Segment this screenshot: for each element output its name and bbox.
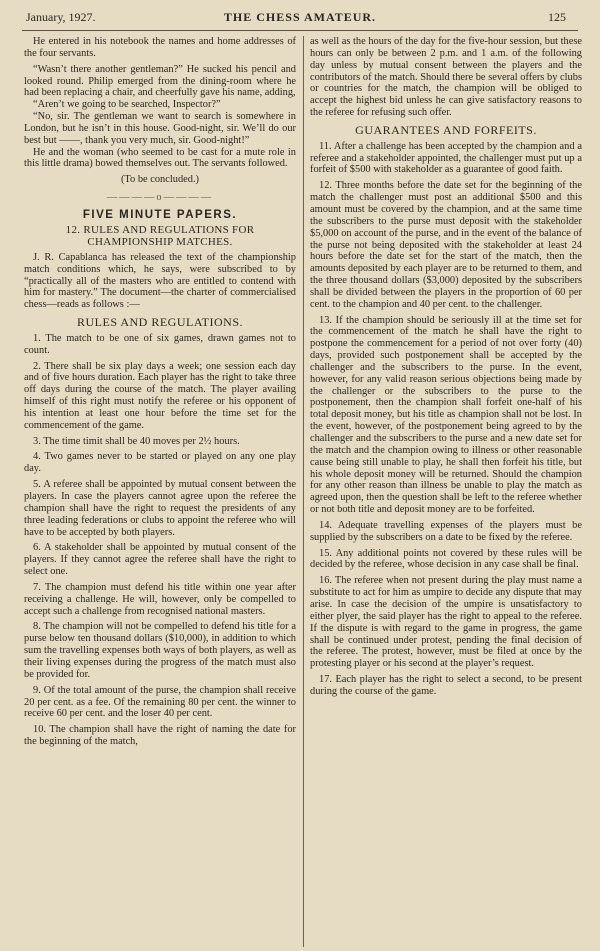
left-column [24, 36, 296, 947]
rule-item: 6. A stakeholder shall be appointed by mutual consent of the players. If they cannot agree the referee shall have the right to select one. [24, 542, 296, 578]
article-title: 12. RULES AND REGULATIONS FOR CHAMPIONSHIP MATCHES. [65, 223, 255, 248]
rule-item: 9. Of the total amount of the purse, the champion shall receive 20 per cent. as a fee. Of the remaining 80 per cent. the winner to receive 60 per cent. and the loser 40 per cent. [24, 684, 296, 720]
rule-item: 8. The champion will not be compelled to defend his title for a purse below ten thousand dollars ($10,000), in addition to which sum the travelling expenses both ways of both players, as well as their living expenses during the progress of the match must also be provided for. [24, 621, 296, 680]
intro-paragraph: J. R. Capablanca has released the text of the championship match conditions which, he says, were subscribed to by “practically all of the masters who are entitled to contend with him for mastery.” The document—the charter of commercialised chess—reads as follows :— [24, 251, 296, 311]
story-paragraph: He and the woman (who seemed to be cast for a mute role in this little drama) bowed themselves out. The servants followed. [24, 146, 296, 170]
story-paragraph: “No, sir. The gentleman we want to search is somewhere in London, but he isn’t in this house. Good-night, sir. We’ll do our best but ——, thank you very much, sir. Good-night!” [24, 111, 296, 146]
rule-item: 17. Each player has the right to select a second, to be present during the course of the game. [310, 674, 582, 697]
rule-item: 4. Two games never to be started or played on any one play day. [24, 451, 296, 475]
rule-item: 10. The champion shall have the right of naming the date for the beginning of the match, [24, 724, 296, 748]
story-paragraph: “Wasn’t there another gentleman?” He sucked his pencil and looked round. Philip emerged from the dining-room where he had been replacing a chair, and cheerfully gave his name, adding, [24, 63, 296, 99]
rule-item: 1. The match to be one of six games, drawn games not to count. [24, 332, 296, 356]
rules-heading: RULES AND REGULATIONS. [76, 315, 243, 330]
issue-date: January, 1927. [26, 10, 96, 24]
section-heading: FIVE MINUTE PAPERS. [82, 208, 238, 221]
magazine-title: THE CHESS AMATEUR. [223, 10, 377, 24]
guarantees-heading: GUARANTEES AND FORFEITS. [355, 122, 537, 137]
rule-item: 3. The time timit shall be 40 moves per 2½ hours. [33, 435, 240, 447]
story-paragraph: “Aren’t we going to be searched, Inspector?” [33, 99, 221, 111]
to-be-concluded: (To be concluded.) [120, 174, 200, 186]
rule-item: 13. If the champion should be seriously ill at the time set for the commencement of the match he shall have the right to postpone the commencement for a period of not over forty (40) days, provided such postponement shall be accepted by the challenger and the subscribers to the purse. In the event, however, for any valid reason serious objections being made by the challenger or the subscribers to the purse to the postponement, then the champion shall forfeit one-half of his total deposit money, but his title as champion shall not be lost. In the event, however, of the postponement being agreed to by the challenger and the subscribers to the purse and a new date set for the match and the champion owing to illness or other reasonable cause being still unable to play, he shall then forfeit his title, but his whole deposit money will be returned. Should the champion for any other reason than illness be unable to play the match as agreed upon, then the question shall be left to the referee whether or not both title and deposit money are to be forfeited. [310, 314, 582, 516]
column-divider [303, 36, 304, 947]
rule-item: 11. After a challenge has been accepted by the champion and a referee and a stakeholder appointed, the challenger must put up a forfeit of $500 with stakeholder as a guarantee of good faith. [310, 140, 582, 176]
rule-item: 16. The referee when not present during the play must name a substitute to act for him as umpire to decide any dispute that may arise. In case the decision of the umpire is unsatisfactory to either plyer, the said player has the right to appeal to the referee. If the dispute is with regard to the game in progress, the game shall be continued under protest, pending the final decision of the referee. The protest, however, must be filed at once by the protesting player or his second at the player’s request. [310, 575, 582, 670]
section-ornament: ————o———— [106, 192, 214, 204]
rule-item: 12. Three months before the date set for the beginning of the match the challenger must post an additional $500 and this amount must be covered by the champion, and at the same time the subscribers to the purse must deposit with the stakeholder $5,000 on account of the purse, and in the event of the balance of the purse not being deposited with the stakeholder at least 24 hours before the date set for the start of the match, then the amounts deposited by each player are to be returned to them, and the three thousand dollars ($3,000) deposited by the subscribers shall be divided between the players in the proportion of 60 per cent. to the champion and 40 per cent. to the challenger. [310, 180, 582, 310]
rule-item: 7. The champion must defend his title within one year after receiving a challenge. He will, however, only be compelled to accept such a challenge from recognised national masters. [24, 581, 296, 617]
article-columns [24, 36, 584, 947]
rule-item: 5. A referee shall be appointed by mutual consent between the players. In case the players cannot agree upon the referee the champion shall have the right to request the presidents of any three leading federations or clubs to appoint the referee who will have to be accepted by both players. [24, 479, 296, 538]
right-column [310, 36, 582, 947]
rule-item: 15. Any additional points not covered by these rules will be decided by the referee, whose decision in any case shall be final. [310, 547, 582, 571]
header-rule [22, 30, 578, 31]
rule-item: 2. There shall be six play days a week; one session each day and of five hours duration. Each player has the right to take three off days during the course of the match. The player availing himself of this right must notify the referee or his opponent of his intention at least one hour before the time set for the commencement of the game. [24, 360, 296, 431]
rule-item: 14. Adequate travelling expenses of the players must be supplied by the subscribers on a date to be fixed by the referee. [310, 519, 582, 543]
page-number: 125 [548, 10, 566, 24]
rule-continuation: as well as the hours of the day for the five-hour session, but these hours can only be between 2 p.m. and 1 a.m. of the following day unless by mutual consent between the players and the contributors of the match. Should there be several offers by clubs or countries for the match, the champion will be obliged to accept the highest bid unless he can give satisfactory reasons to the referee for refusing such offer. [310, 36, 582, 119]
running-header [20, 8, 580, 26]
story-paragraph: He entered in his notebook the names and home addresses of the four servants. [24, 36, 296, 59]
